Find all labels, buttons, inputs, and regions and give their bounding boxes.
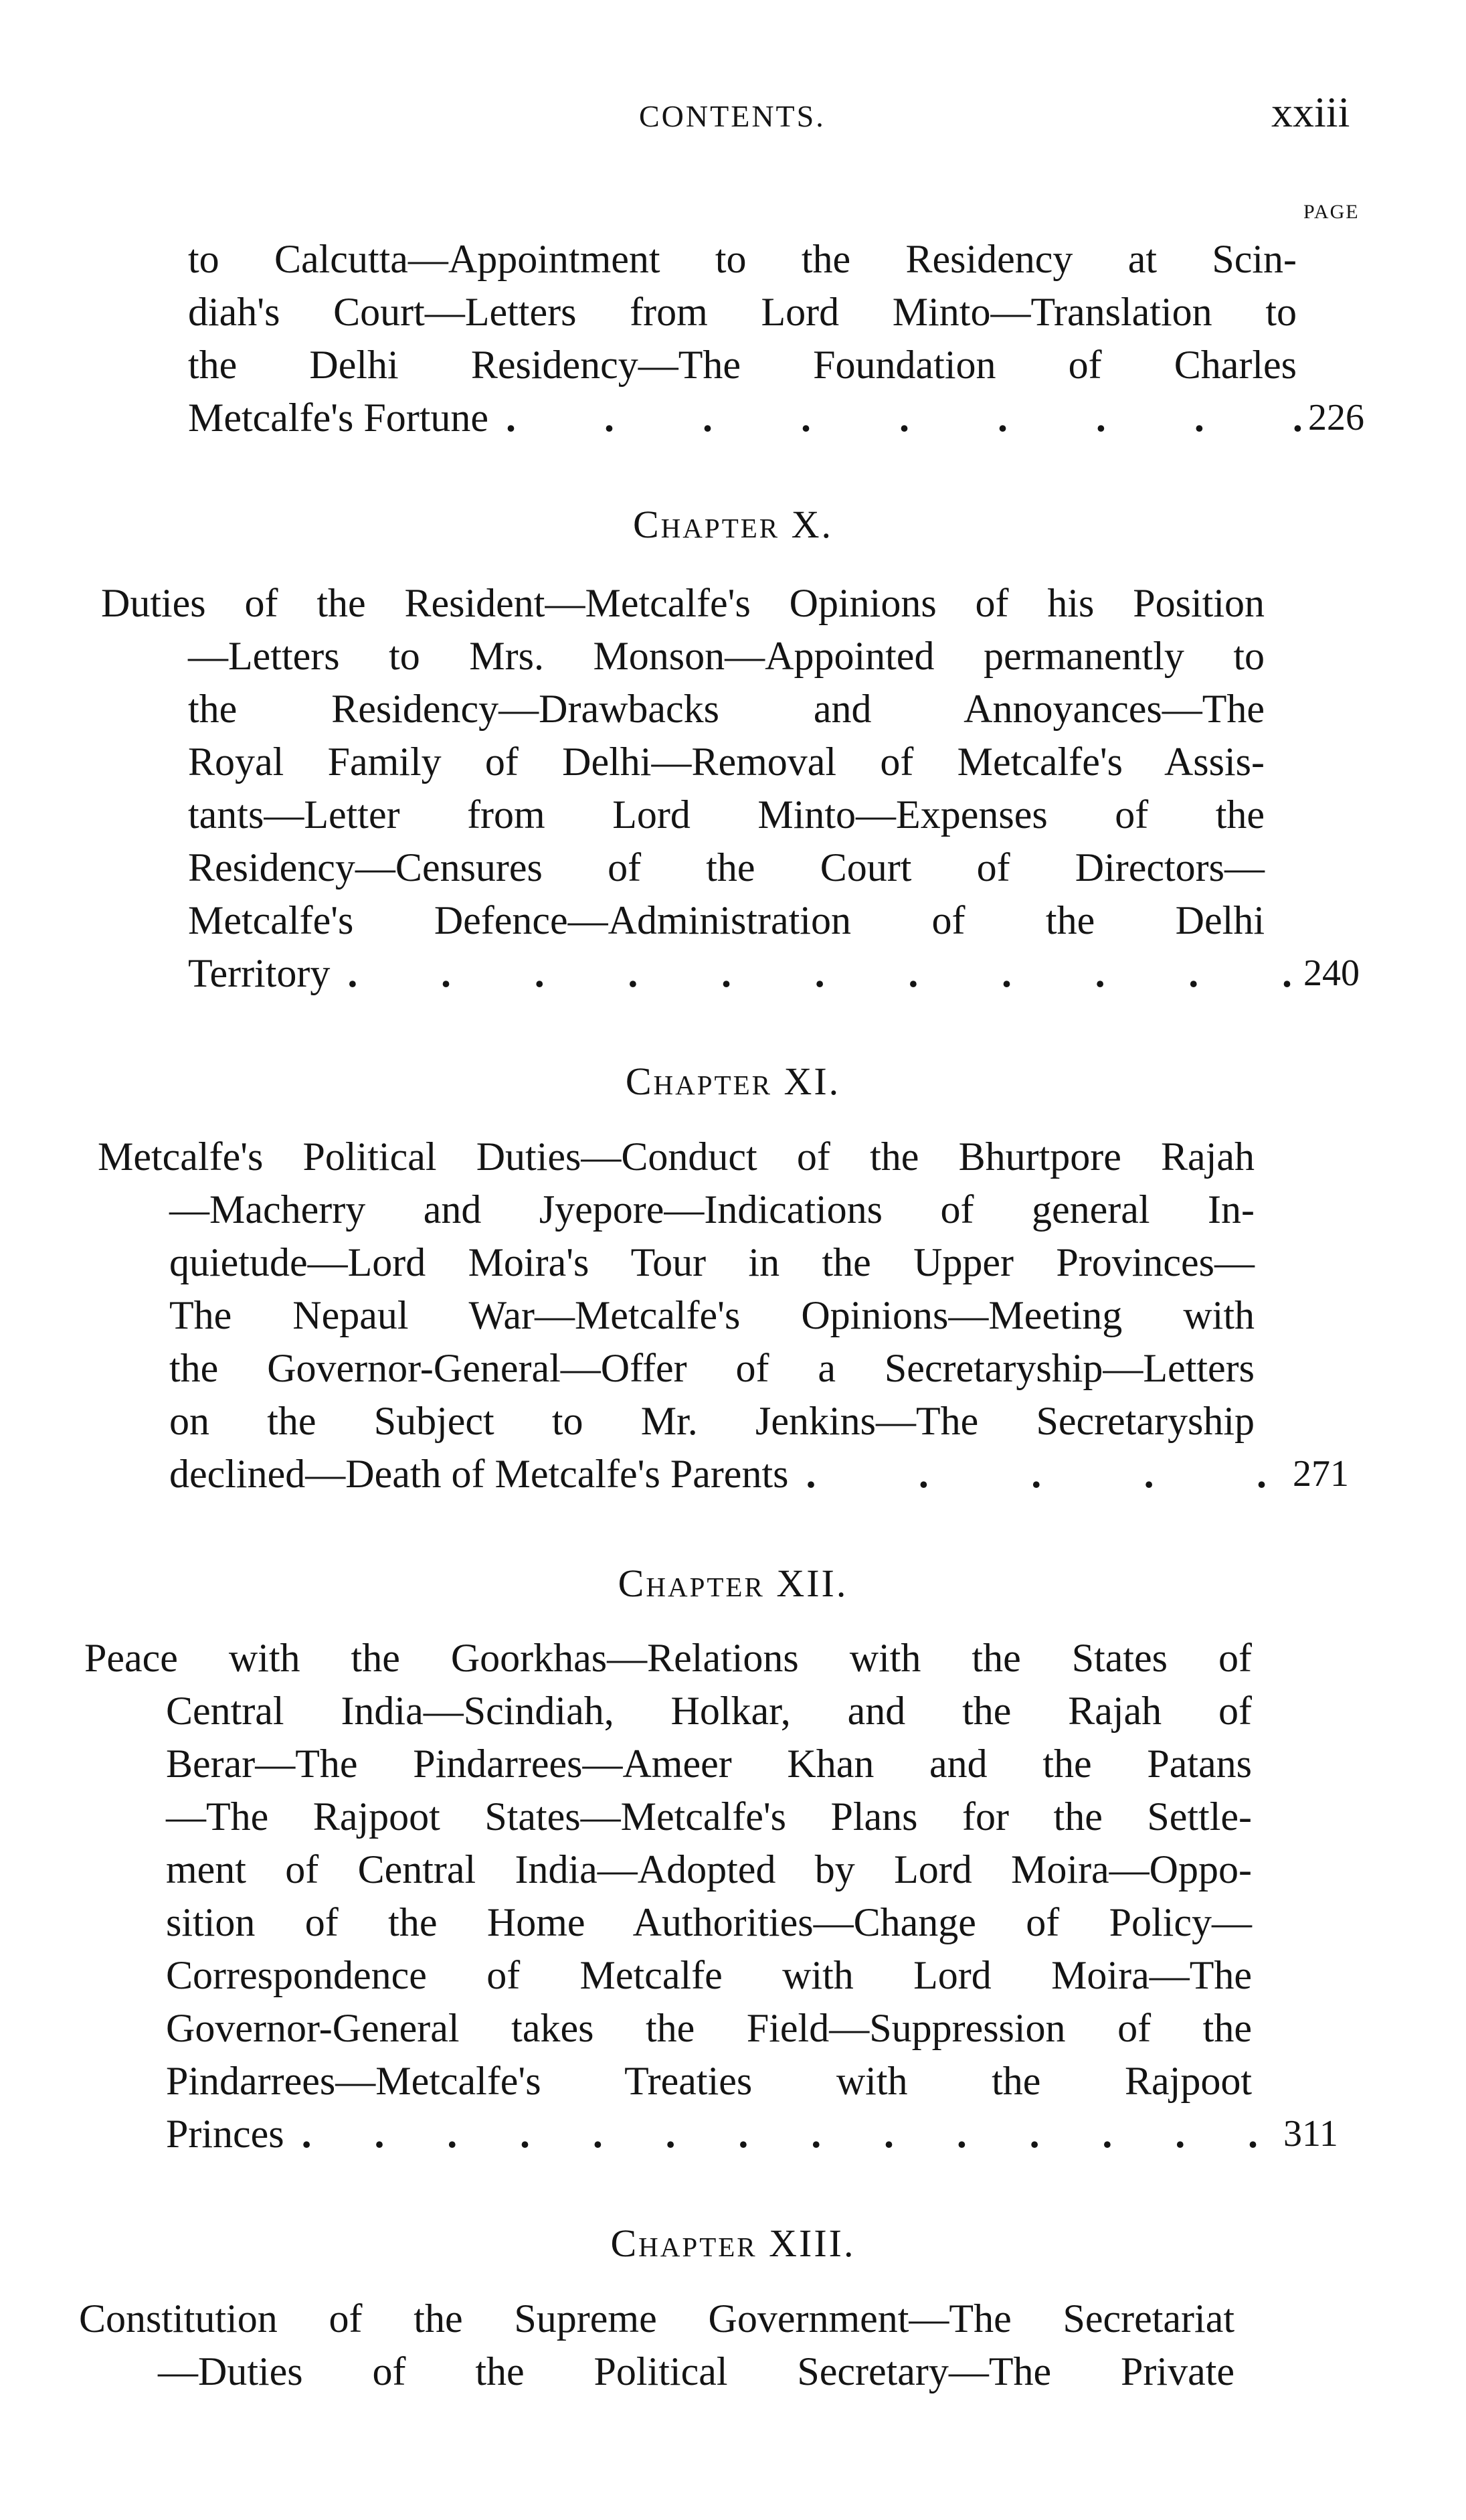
entry-line: Central India—Scindiah, Holkar, and the Rajah of xyxy=(166,1689,1252,1733)
page-number: 271 xyxy=(1293,1453,1349,1495)
entry-line: —Macherry and Jyepore—Indications of general In- xyxy=(169,1187,1255,1232)
dot-leader: . . . . . . . . . . . xyxy=(347,951,1292,995)
entry-line: declined—Death of Metcalfe's Parents xyxy=(169,1452,789,1496)
entry-line: the Residency—Drawbacks and Annoyances—The xyxy=(188,687,1265,731)
entry-line: Metcalfe's Defence—Administration of the Delhi xyxy=(188,898,1265,942)
entry-line: —The Rajpoot States—Metcalfe's Plans for the Settle- xyxy=(166,1794,1252,1839)
entry-line: Metcalfe's Political Duties—Conduct of the Bhurtpore Rajah xyxy=(98,1135,1255,1179)
chapter-heading: Chapter XII. xyxy=(618,1562,848,1605)
entry-line: Duties of the Resident—Metcalfe's Opinions of his Position xyxy=(101,581,1265,625)
entry-line: ment of Central India—Adopted by Lord Moira—Oppo- xyxy=(166,1847,1252,1892)
entry-line: Metcalfe's Fortune xyxy=(188,396,489,440)
dot-leader: . . . . . . . . . xyxy=(506,396,1303,440)
entry-last-line xyxy=(188,947,1299,999)
entry-line: —Duties of the Political Secretary—The Private xyxy=(158,2349,1234,2393)
page-column-label: PAGE xyxy=(1303,201,1360,223)
entry-line: Pindarrees—Metcalfe's Treaties with the Rajpoot xyxy=(166,2059,1252,2103)
entry-line: Governor-General takes the Field—Suppression of the xyxy=(166,2006,1252,2050)
entry-line: to Calcutta—Appointment to the Residency at Scin- xyxy=(188,237,1297,281)
entry-last-line xyxy=(166,2108,1265,2160)
running-header xyxy=(0,84,1466,144)
entry-line: the Delhi Residency—The Foundation of Charles xyxy=(188,343,1297,387)
entry-line: Royal Family of Delhi—Removal of Metcalfe's Assis- xyxy=(188,740,1265,784)
entry-line: Peace with the Goorkhas—Relations with the States of xyxy=(84,1636,1252,1680)
entry-line: Residency—Censures of the Court of Directors— xyxy=(188,845,1265,890)
page-number: 240 xyxy=(1303,952,1360,994)
dot-leader: . . . . . . . . . . . . . . xyxy=(301,2112,1258,2156)
entry-line: Princes xyxy=(166,2112,284,2156)
chapter-heading: Chapter X. xyxy=(632,503,834,546)
chapter-heading: Chapter XI. xyxy=(625,1060,841,1103)
entry-line: on the Subject to Mr. Jenkins—The Secretaryship xyxy=(169,1399,1255,1443)
entry-line: tants—Letter from Lord Minto—Expenses of the xyxy=(188,792,1265,837)
page-number: 311 xyxy=(1283,2113,1338,2155)
entry-line: Constitution of the Supreme Government—The Secretariat xyxy=(79,2296,1234,2341)
entry-line: the Governor-General—Offer of a Secretaryship—Letters xyxy=(169,1346,1255,1390)
chapter-heading: Chapter XIII. xyxy=(610,2221,856,2265)
entry-last-line xyxy=(169,1448,1273,1500)
entry-last-line xyxy=(188,392,1309,444)
entry-line: Territory xyxy=(188,951,331,995)
entry-line: Correspondence of Metcalfe with Lord Moira—The xyxy=(166,1953,1252,1997)
page-folio: xxiii xyxy=(1271,88,1350,136)
entry-line: quietude—Lord Moira's Tour in the Upper Provinces— xyxy=(169,1240,1255,1284)
entry-line: The Nepaul War—Metcalfe's Opinions—Meeting with xyxy=(169,1293,1255,1337)
entry-line: —Letters to Mrs. Monson—Appointed permanently to xyxy=(188,634,1265,678)
entry-line: diah's Court—Letters from Lord Minto—Translation to xyxy=(188,290,1297,334)
entry-line: sition of the Home Authorities—Change of Policy— xyxy=(166,1900,1252,1944)
entry-line: Berar—The Pindarrees—Ameer Khan and the Patans xyxy=(166,1742,1252,1786)
dot-leader: . . . . . xyxy=(806,1452,1267,1496)
running-title: CONTENTS. xyxy=(639,99,826,133)
page-number: 226 xyxy=(1308,397,1364,438)
